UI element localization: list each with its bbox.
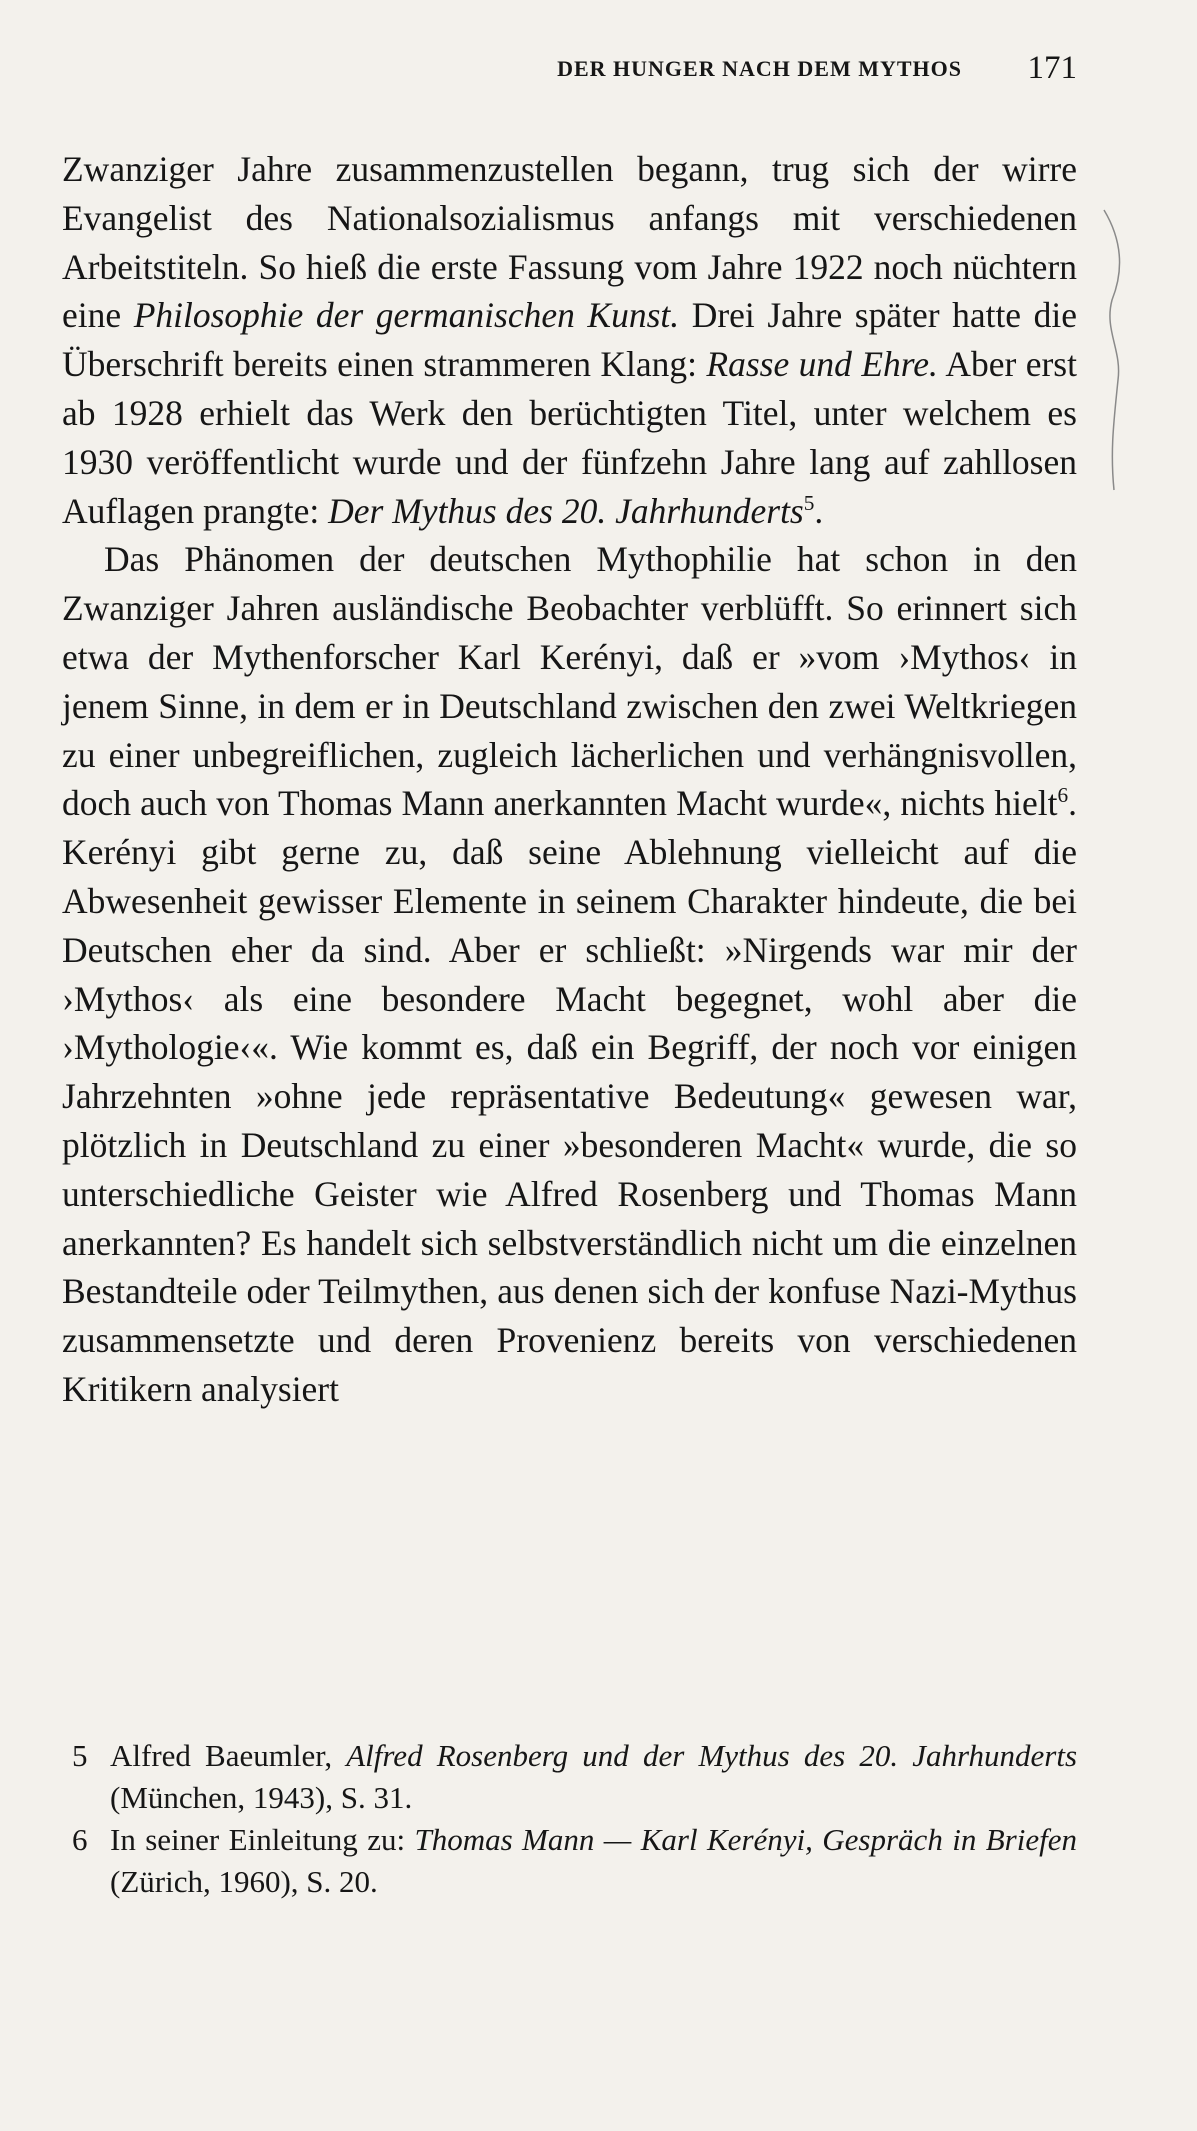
footnotes: [72, 1735, 1077, 1903]
footnote-text: [110, 1735, 1077, 1819]
text-run: Alfred Baeumler,: [110, 1738, 347, 1773]
footnote-text: [110, 1819, 1077, 1903]
paragraph-1: [62, 145, 1077, 535]
text-run: (Zürich, 1960), S. 20.: [110, 1864, 378, 1899]
page-number: 171: [1027, 50, 1077, 86]
footnote-ref-5: 5: [803, 490, 815, 515]
text-run: . Kerényi gibt gerne zu, daß seine Ablehnung vielleicht auf die Abwesenheit gewisser Elemente in seinem Charakter hindeute, die bei Deutschen eher da sind. Aber er schließt: »Nirgends war mir der ›Mythos‹ als eine besondere Macht begegnet, wohl aber die ›Mythologie‹«. Wie kommt es, daß ein Begriff, der noch vor einigen Jahrzehnten »ohne jede repräsentative Bedeutung« gewesen war, plötzlich in Deutschland zu einer »besonderen Macht« wurde, die so unterschiedliche Geister wie Alfred Rosenberg und Thomas Mann anerkannten? Es handelt sich selbstverständlich nicht um die einzelnen Bestandteile oder Teilmythen, aus denen sich der konfuse Nazi-Mythus zusammensetzte und deren Provenienz bereits von verschiedenen Kritikern analysiert: [62, 783, 1077, 1409]
body-text: [62, 145, 1077, 1414]
italic-title: Philosophie der germanischen Kunst.: [133, 295, 680, 336]
text-run: Das Phänomen der deutschen Mythophilie hat schon in den Zwanziger Jahren ausländische Beobachter verblüfft. So erinnert sich etwa der Mythenforscher Karl Kerényi, daß er »vom ›Mythos‹ in jenem Sinne, in dem er in Deutschland zwischen den zwei Weltkriegen zu einer unbegreiflichen, zugleich lächerlichen und verhängnisvollen, doch auch von Thomas Mann anerkannten Macht wurde«, nichts hielt: [62, 539, 1077, 824]
footnote-6: [72, 1819, 1077, 1903]
text-run: (München, 1943), S. 31.: [110, 1780, 413, 1815]
paragraph-2: [62, 535, 1077, 1413]
text-run: .: [814, 490, 824, 531]
footnote-number: 6: [72, 1822, 88, 1857]
italic-title: Alfred Rosenberg und der Mythus des 20. Jahrhunderts: [346, 1738, 1078, 1773]
running-title: DER HUNGER NACH DEM MYTHOS: [557, 56, 962, 81]
running-header: [60, 50, 1077, 90]
italic-title: Rasse und Ehre.: [706, 344, 938, 385]
text-run: In seiner Einleitung zu:: [110, 1822, 415, 1857]
pencil-margin-mark: [1100, 200, 1130, 500]
text-run: Aber erst ab 1928 erhielt das Werk den berüchtigten Titel, unter welchem es 1930 veröffentlicht wurde und der fünfzehn Jahre lang auf zahllosen Auflagen prangte:: [62, 344, 1077, 531]
text-run: Zwanziger Jahre zusammenzustellen begann, trug sich der wirre Evangelist des Nationalsozialismus anfangs mit verschiedenen Arbeitstiteln. So hieß die erste Fassung vom Jahre 1922 noch nüchtern eine: [62, 149, 1077, 336]
italic-title: Der Mythus des 20. Jahrhunderts: [328, 490, 804, 531]
text-run: Drei Jahre später hatte die Überschrift bereits einen strammeren Klang:: [62, 295, 1077, 385]
footnote-5: [72, 1735, 1077, 1819]
footnote-number: 5: [72, 1738, 88, 1773]
footnote-ref-6: 6: [1057, 783, 1069, 808]
italic-title: Thomas Mann — Karl Kerényi, Gespräch in Briefen: [414, 1822, 1077, 1857]
